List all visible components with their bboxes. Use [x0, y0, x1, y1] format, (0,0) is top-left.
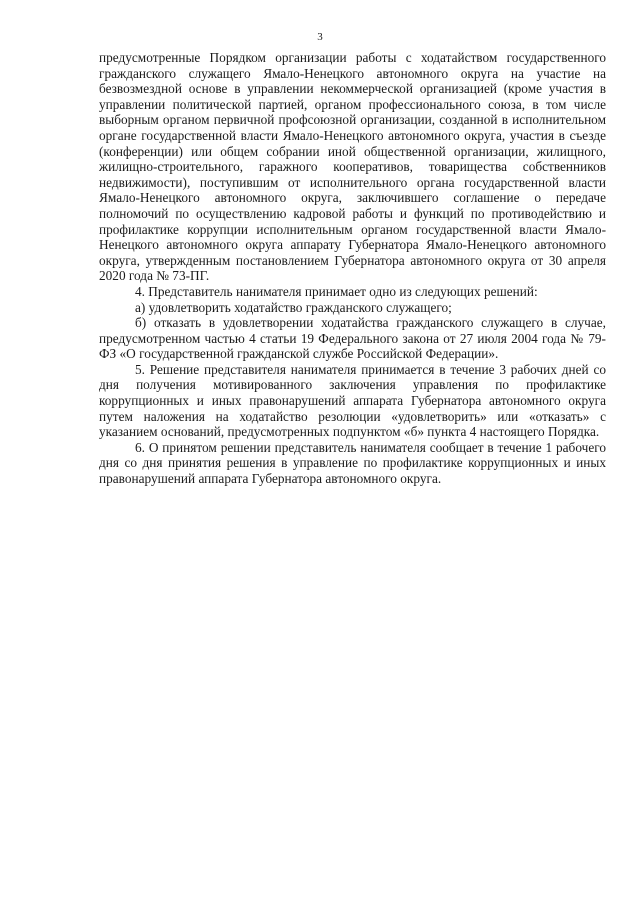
document-body — [99, 50, 606, 487]
paragraph-continuation: предусмотренные Порядком организации работы с ходатайством государственного гражданского служащего Ямало-Ненецкого автономного округа на участие на безвозмездной основе в управлении некоммерческой организацией (кроме участия в управлении политической партией, органом профессионального союза, в том числе выборным органом первичной профсоюзной организации, созданной в исполнительном органе государственной власти Ямало-Ненецкого автономного округа, участия в съезде (конференции) или общем собрании иной общественной организации, жилищного, жилищно-строительного, гаражного кооперативов, товарищества собственников недвижимости), поступившим от исполнительного органа государственной власти Ямало-Ненецкого автономного округа, заключившего соглашение о передаче полномочий по осуществлению кадровой работы и функций по противодействию и профилактике коррупции исполнительным органом государственной власти Ямало-Ненецкого автономного округа аппарату Губернатора Ямало-Ненецкого автономного округа, утвержденным постановлением Губернатора автономного округа от 30 апреля 2020 года № 73-ПГ. — [99, 50, 606, 284]
paragraph-item-6: 6. О принятом решении представитель нанимателя сообщает в течение 1 рабочего дня со дня принятия решения в управление по профилактике коррупционных и иных правонарушений аппарата Губернатора автономного округа. — [99, 439, 606, 487]
page-number: 3 — [317, 31, 323, 43]
paragraph-item-4b: б) отказать в удовлетворении ходатайства гражданского служащего в случае, предусмотренном частью 4 статьи 19 Федерального закона от 27 июля 2004 года № 79-ФЗ «О государственной гражданской службе Российской Федерации». — [99, 315, 606, 362]
paragraph-item-4a: а) удовлетворить ходатайство гражданского служащего; — [135, 299, 452, 315]
paragraph-item-4: 4. Представитель нанимателя принимает одно из следующих решений: — [135, 283, 538, 299]
paragraph-item-5: 5. Решение представителя нанимателя принимается в течение 3 рабочих дней со дня получения мотивированного заключения управления по профилактике коррупционных и иных правонарушений аппарата Губернатора автономного округа путем наложения на ходатайство резолюции «удовлетворить» или «отказать» с указанием оснований, предусмотренных подпунктом «б» пункта 4 настоящего Порядка. — [99, 361, 606, 440]
